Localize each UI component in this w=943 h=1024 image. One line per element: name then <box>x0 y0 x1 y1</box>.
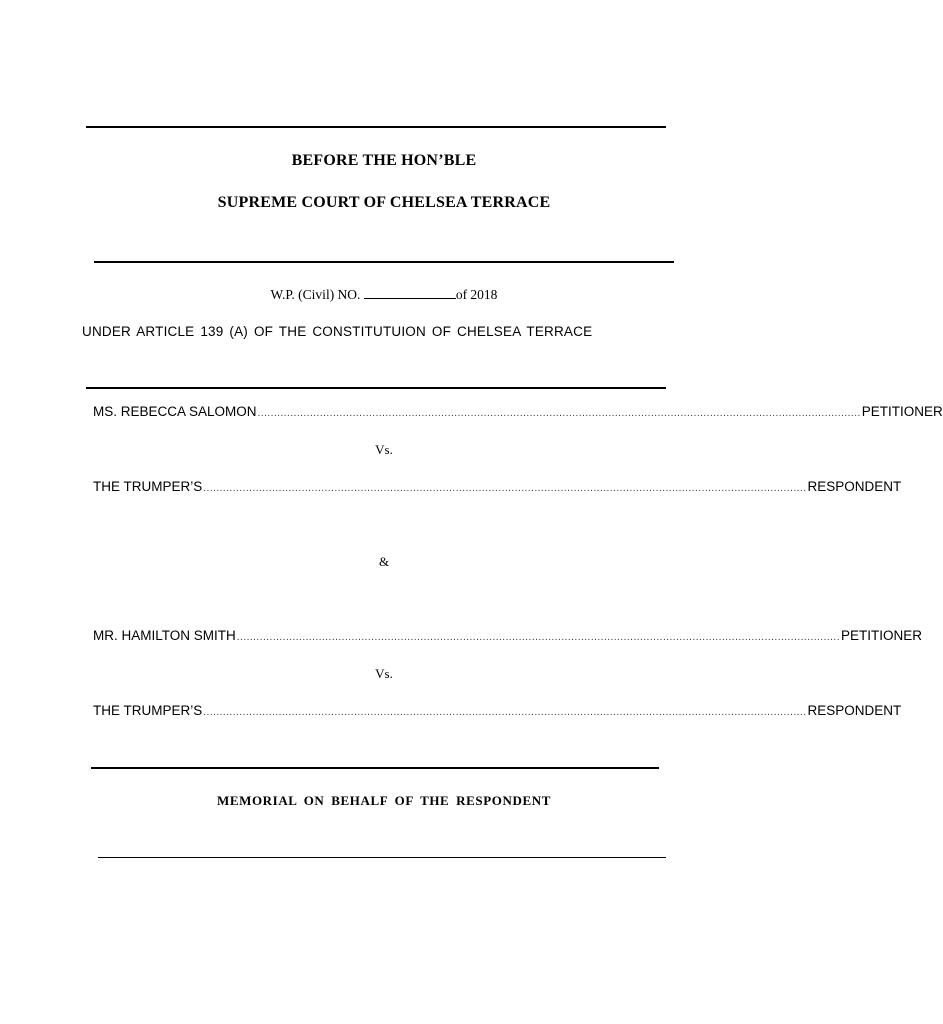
petition-number-prefix: W.P. (Civil) NO. <box>270 287 361 302</box>
matter1-petitioner-name: MS. REBECCA SALOMON <box>93 404 257 419</box>
matter2-petitioner-role: PETITIONER <box>840 628 922 643</box>
matter2-petitioner-name: MR. HAMILTON SMITH <box>93 628 236 643</box>
court-divider-rule <box>94 261 674 263</box>
matter1-petitioner-role: PETITIONER <box>861 404 943 419</box>
matter1-versus: Vs. <box>375 442 393 457</box>
article-line: UNDER ARTICLE 139 (A) OF THE CONSTITUTUION OF CHELSEA TERRACE <box>82 324 593 339</box>
bottom-rule <box>98 857 666 858</box>
dot-leader: ........................................................................................................................................................................................ <box>257 408 861 419</box>
matter1-respondent-role: RESPONDENT <box>807 479 902 494</box>
matter2-petitioner-row <box>93 628 922 643</box>
dot-leader: ........................................................................................................................................................................................ <box>203 707 807 718</box>
matter1-respondent-row <box>93 479 902 494</box>
dot-leader: ........................................................................................................................................................................................ <box>203 483 807 494</box>
petition-number-blank <box>364 287 456 299</box>
matter-conjunction: & <box>378 554 390 569</box>
court-title-line1: BEFORE THE HON’BLE <box>291 152 477 169</box>
top-rule <box>86 126 666 128</box>
matter2-respondent-role: RESPONDENT <box>807 703 902 718</box>
petition-number-suffix: of 2018 <box>455 287 498 302</box>
petition-number-line <box>0 287 768 303</box>
article-divider-rule <box>86 387 666 389</box>
parties-divider-rule <box>91 767 659 769</box>
court-title-line2: SUPREME COURT OF CHELSEA TERRACE <box>217 194 551 211</box>
matter2-respondent-row <box>93 703 902 718</box>
memorial-title: MEMORIAL ON BEHALF OF THE RESPONDENT <box>216 793 552 808</box>
matter2-respondent-name: THE TRUMPER’S <box>93 703 203 718</box>
matter1-petitioner-row <box>93 404 943 419</box>
matter2-versus: Vs. <box>375 666 393 681</box>
dot-leader: ........................................................................................................................................................................................ <box>236 632 840 643</box>
matter1-respondent-name: THE TRUMPER’S <box>93 479 203 494</box>
